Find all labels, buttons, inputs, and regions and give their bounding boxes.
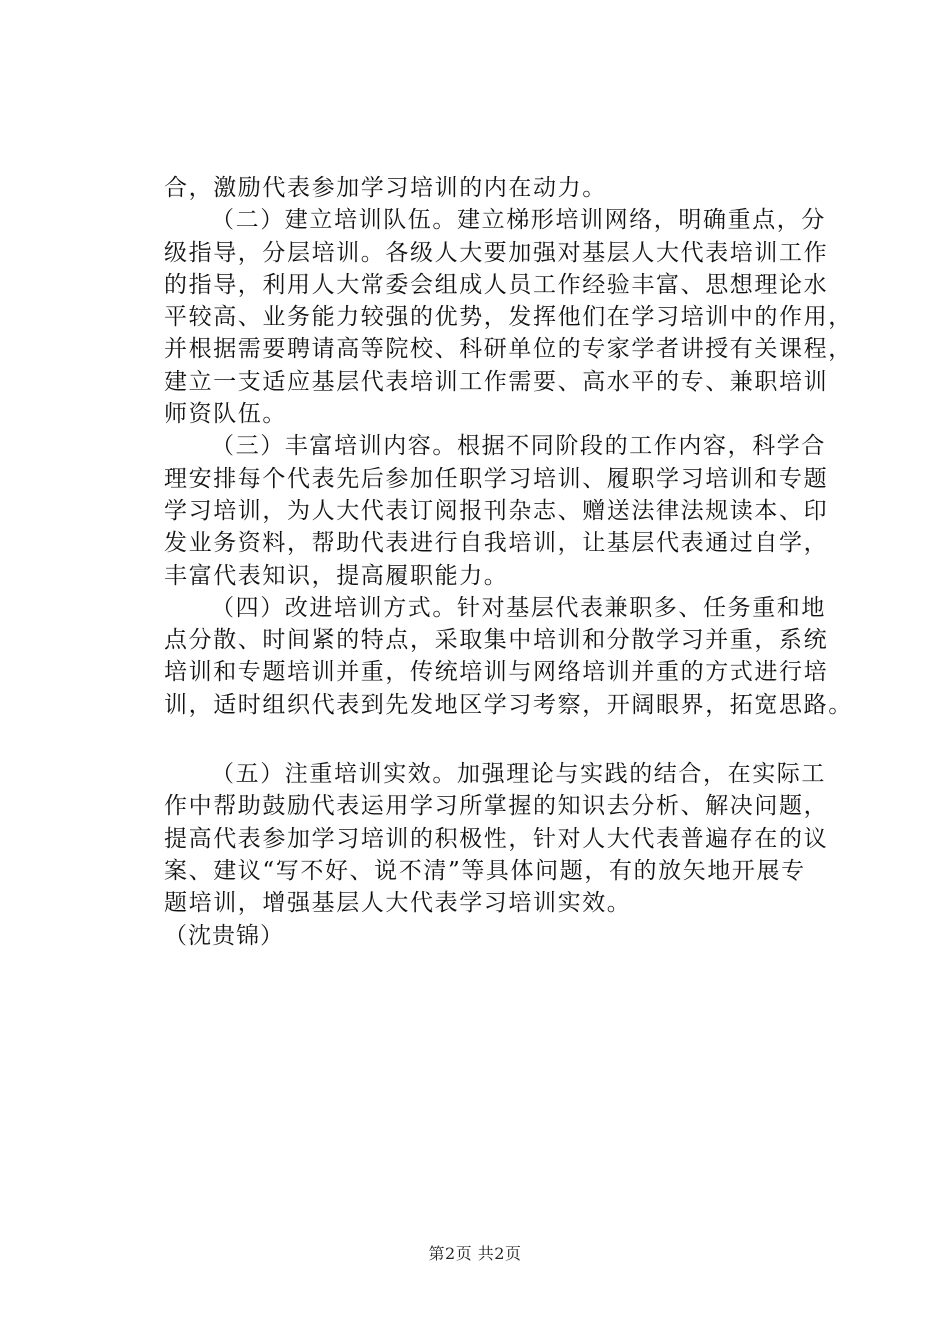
- text-line: （三）丰富培训内容。根据不同阶段的工作内容，科学合: [211, 433, 826, 460]
- text-line: 师资队伍。: [164, 401, 287, 428]
- text-line: 发业务资料，帮助代表进行自我培训，让基层代表通过自学，: [164, 530, 829, 557]
- text-line: 级指导，分层培训。各级人大要加强对基层人大代表培训工作: [164, 239, 829, 266]
- text-line: 建立一支适应基层代表培训工作需要、高水平的专、兼职培训: [164, 368, 829, 395]
- document-body: [164, 172, 853, 952]
- text-line: （五）注重培训实效。加强理论与实践的结合，在实际工: [211, 761, 826, 788]
- text-line: 合，激励代表参加学习培训的内在动力。: [164, 175, 607, 201]
- text-line: 理安排每个代表先后参加任职学习培训、履职学习培训和专题: [164, 465, 829, 492]
- text-line: 训，适时组织代表到先发地区学习考察，开阔眼界，拓宽思路。: [164, 691, 853, 718]
- text-line: 作中帮助鼓励代表运用学习所掌握的知识去分析、解决问题，: [164, 793, 829, 820]
- text-line: 题培训，增强基层人大代表学习培训实效。: [164, 890, 632, 917]
- text-line: 平较高、业务能力较强的优势，发挥他们在学习培训中的作用，: [164, 304, 853, 331]
- page-footer: [0, 1241, 950, 1264]
- text-line: 培训和专题培训并重，传统培训与网络培训并重的方式进行培: [164, 659, 829, 686]
- text-line: 丰富代表知识，提高履职能力。: [164, 562, 509, 589]
- page-number: 第2页 共2页: [428, 1244, 522, 1263]
- text-line: （二）建立培训队伍。建立梯形培训网络，明确重点，分: [211, 207, 826, 234]
- text-line: 点分散、时间紧的特点，采取集中培训和分散学习并重，系统: [164, 627, 829, 654]
- text-line: 案、建议“写不好、说不清”等具体问题，有的放矢地开展专: [164, 857, 806, 884]
- text-line: 学习培训，为人大代表订阅报刊杂志、赠送法律法规读本、印: [164, 497, 829, 524]
- text-line: （四）改进培训方式。针对基层代表兼职多、任务重和地: [211, 594, 826, 621]
- author-signature: （沈贵锦）: [164, 922, 284, 949]
- text-line: 提高代表参加学习培训的积极性，针对人大代表普遍存在的议: [164, 825, 829, 852]
- text-line: 的指导，利用人大常委会组成人员工作经验丰富、思想理论水: [164, 271, 829, 298]
- text-line: 并根据需要聘请高等院校、科研单位的专家学者讲授有关课程，: [164, 336, 853, 363]
